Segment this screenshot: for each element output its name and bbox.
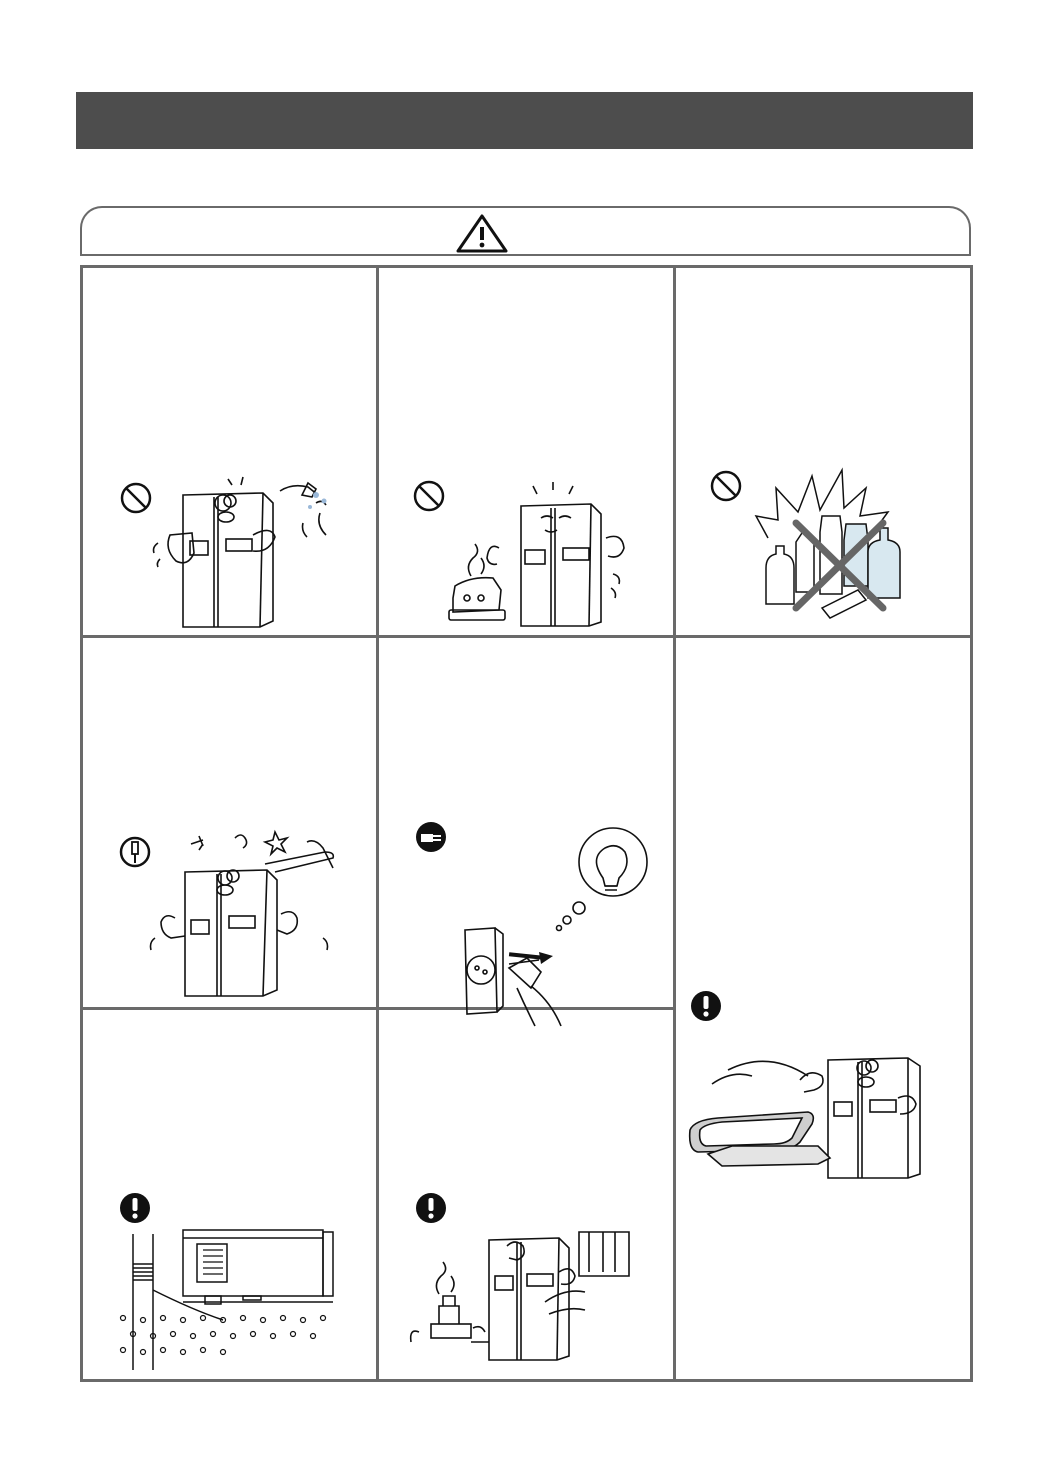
fridge-door-removal-illustration: [688, 1050, 953, 1200]
panel-no-humidifier: [379, 268, 673, 635]
panel-no-disassembly: [83, 638, 376, 1007]
mandatory-icon: [415, 1192, 447, 1224]
flammable-bottles-crossed-illustration: [748, 468, 918, 628]
panel-grounding: [83, 1010, 376, 1379]
ground-wire-illustration: [113, 1230, 333, 1370]
unplug-icon: [415, 821, 447, 853]
caution-divider: [80, 254, 971, 256]
section-header-bar: [76, 92, 973, 149]
warning-triangle-icon: [455, 213, 509, 253]
fridge-tools-illustration: [145, 828, 345, 998]
caution-banner: [80, 206, 971, 256]
safety-panel-grid: [80, 265, 973, 1382]
panel-heat-sources: [379, 1010, 673, 1379]
panel-no-flammables: [676, 268, 970, 635]
fridge-stove-window-illustration: [409, 1232, 639, 1372]
mandatory-icon: [690, 990, 722, 1022]
panel-no-water-spray: [83, 268, 376, 635]
panel-remove-door: [676, 638, 970, 1379]
fridge-water-splash-illustration: [148, 473, 348, 628]
panel-unplug-before-bulb: [379, 638, 673, 1007]
mandatory-icon: [119, 1192, 151, 1224]
unplug-bulb-illustration: [459, 818, 659, 1008]
fridge-humidifier-illustration: [441, 478, 651, 628]
prohibited-icon: [710, 470, 742, 502]
